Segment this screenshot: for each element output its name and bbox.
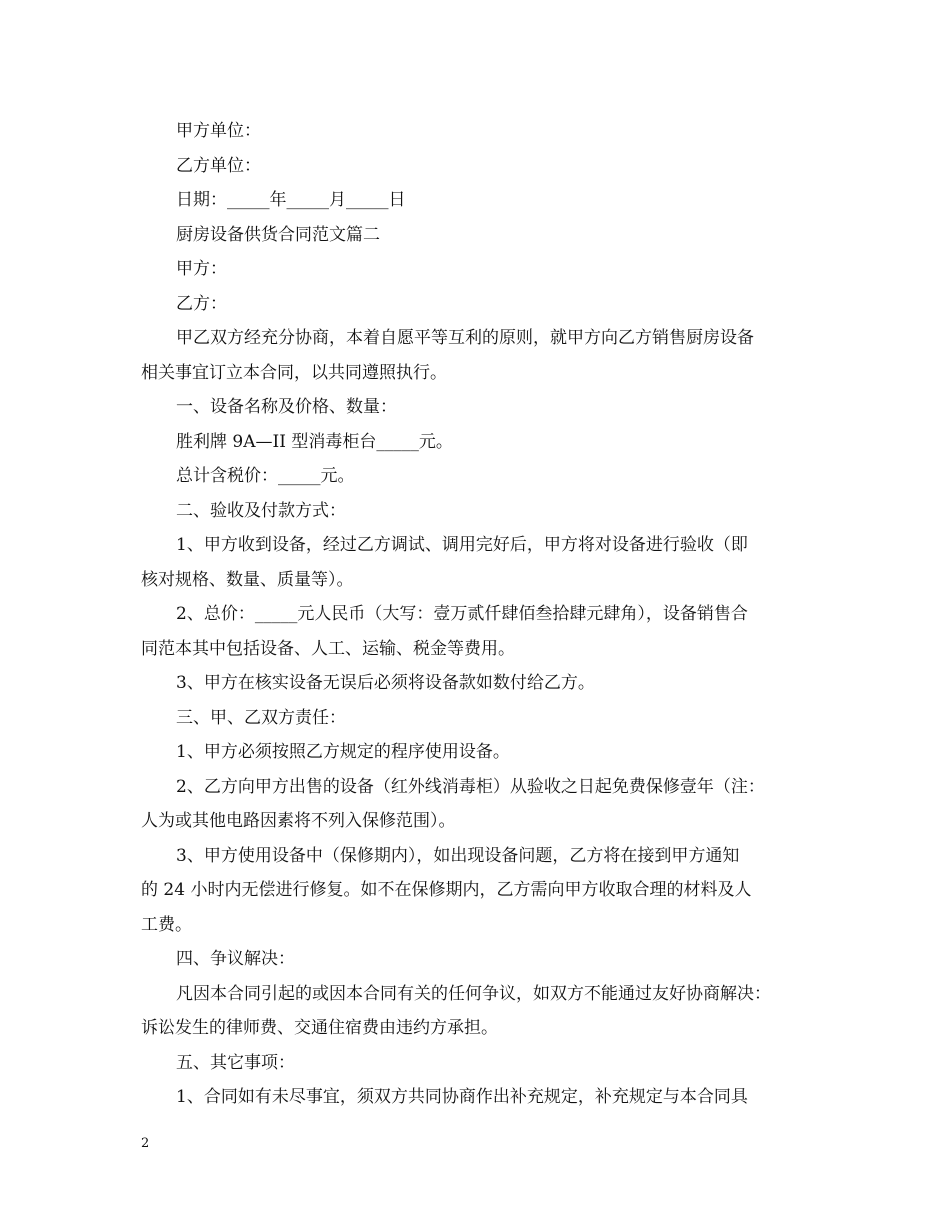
text-line: 总计含税价：_____元。 bbox=[176, 466, 355, 486]
text-line: 同范本其中包括设备、人工、运输、税金等费用。 bbox=[141, 638, 515, 659]
text-line: 甲方： bbox=[176, 259, 227, 279]
text-line: 核对规格、数量、质量等）。 bbox=[141, 569, 354, 590]
text-line: 1、甲方收到设备，经过乙方调试、调用完好后，甲方将对设备进行验收（即 bbox=[176, 535, 748, 555]
text-line: 甲乙双方经充分协商，本着自愿平等互利的原则，就甲方向乙方销售厨房设备 bbox=[176, 328, 754, 348]
text-line: 二、验收及付款方式： bbox=[176, 500, 346, 521]
text-line: 人为或其他电路因素将不列入保修范围）。 bbox=[141, 811, 456, 831]
page-number: 2 bbox=[141, 1136, 150, 1151]
text-line: 三、甲、乙双方责任： bbox=[176, 707, 346, 728]
text-line: 一、设备名称及价格、数量： bbox=[176, 397, 397, 417]
text-line: 诉讼发生的律师费、交通住宿费由违约方承担。 bbox=[141, 1018, 498, 1038]
text-line: 2、总价：_____元人民币（大写：壹万贰仟肆佰叁拾肆元肆角），设备销售合 bbox=[176, 604, 748, 624]
text-line: 凡因本合同引起的或因本合同有关的任何争议，如双方不能通过友好协商解决： bbox=[176, 983, 771, 1004]
text-line: 1、合同如有未尽事宜，须双方共同协商作出补充规定，补充规定与本合同具 bbox=[176, 1087, 748, 1107]
text-line: 的 24 小时内无偿进行修复。如不在保修期内，乙方需向甲方收取合理的材料及人 bbox=[141, 880, 752, 900]
text-line: 四、争议解决： bbox=[176, 949, 295, 969]
text-line: 乙方： bbox=[176, 293, 227, 314]
text-line: 3、甲方使用设备中（保修期内），如出现设备问题，乙方将在接到甲方通知 bbox=[176, 845, 740, 866]
text-line: 工费。 bbox=[141, 914, 192, 935]
text-line: 相关事宜订立本合同，以共同遵照执行。 bbox=[141, 362, 447, 383]
text-line: 1、甲方必须按照乙方规定的程序使用设备。 bbox=[176, 742, 510, 762]
text-line: 3、甲方在核实设备无误后必须将设备款如数付给乙方。 bbox=[176, 673, 595, 693]
text-line: 厨房设备供货合同范文篇二 bbox=[176, 224, 380, 245]
text-line: 2、乙方向甲方出售的设备（红外线消毒柜）从验收之日起免费保修壹年（注： bbox=[176, 776, 765, 797]
text-line: 甲方单位： bbox=[176, 121, 261, 141]
text-line: 胜利牌 9A—II 型消毒柜台_____元。 bbox=[176, 431, 453, 452]
text-line: 乙方单位： bbox=[176, 155, 261, 176]
text-line: 五、其它事项： bbox=[176, 1052, 295, 1073]
text-line: 日期：_____年_____月_____日 bbox=[176, 190, 406, 210]
document-body bbox=[141, 114, 821, 1115]
